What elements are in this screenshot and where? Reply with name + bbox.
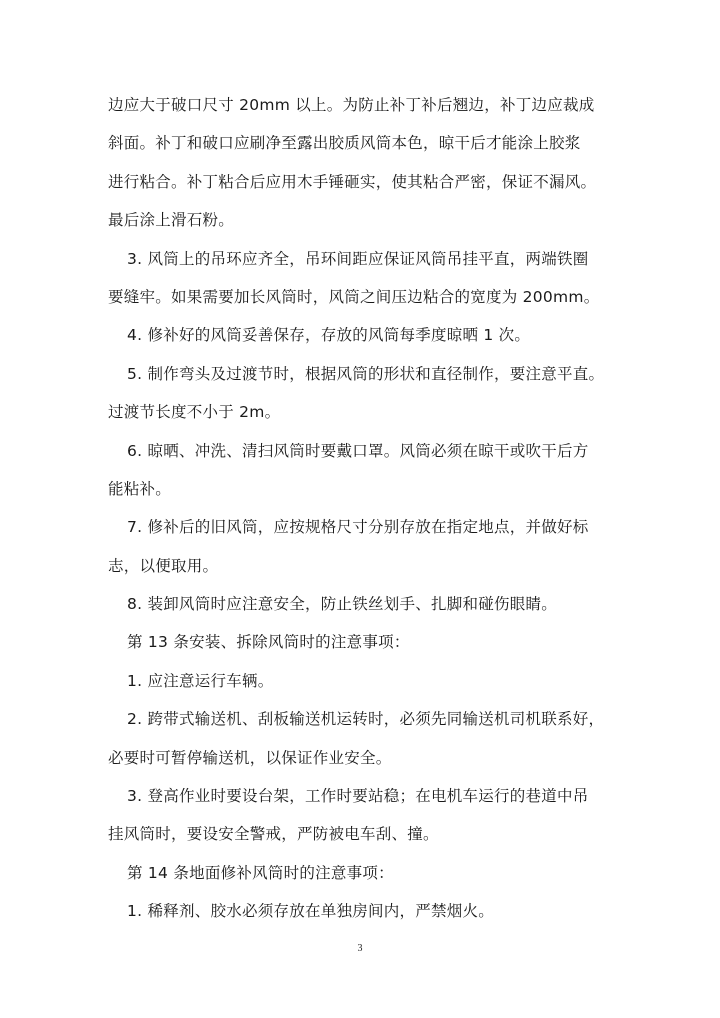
text-line: 1. 应注意运行车辆。: [127, 671, 274, 690]
text-line: 进行粘合。补丁粘合后应用木手锤砸实，使其粘合严密，保证不漏风。: [108, 172, 597, 191]
text-line: 要缝牢。如果需要加长风筒时，风筒之间压边粘合的宽度为 200mm。: [108, 287, 600, 306]
text-line: 3. 登高作业时要设台架，工作时要站稳；在电机车运行的巷道中吊: [127, 787, 589, 806]
text-line: 能粘补。: [108, 479, 172, 498]
text-line: 挂风筒时，要设安全警戒，严防被电车刮、撞。: [108, 825, 439, 844]
text-line: 8. 装卸风筒时应注意安全，防止铁丝划手、扎脚和碰伤眼睛。: [127, 595, 557, 614]
text-line: 最后涂上滑石粉。: [108, 211, 235, 230]
text-line: 1. 稀释剂、胶水必须存放在单独房间内，严禁烟火。: [127, 902, 494, 921]
section-heading: 第 14 条地面修补风筒时的注意事项：: [127, 863, 394, 882]
text-line: 3. 风筒上的吊环应齐全，吊环间距应保证风筒吊挂平直，两端铁圈: [127, 249, 589, 268]
section-heading: 第 13 条安装、拆除风筒时的注意事项：: [127, 633, 410, 652]
text-line: 5. 制作弯头及过渡节时，根据风筒的形状和直径制作，要注意平直。: [127, 364, 605, 383]
page-number: 3: [357, 943, 363, 954]
text-line: 斜面。补丁和破口应刷净至露出胶质风筒本色，晾干后才能涂上胶浆: [108, 134, 581, 153]
text-line: 边应大于破口尺寸 20mm 以上。为防止补丁补后翘边，补丁边应裁成: [108, 96, 595, 114]
body-text: [108, 86, 628, 931]
text-line: 6. 晾晒、冲洗、清扫风筒时要戴口罩。风筒必须在晾干或吹干后方: [127, 441, 589, 460]
text-line: 必要时可暂停输送机，以保证作业安全。: [108, 748, 392, 767]
text-line: 4. 修补好的风筒妥善保存，存放的风筒每季度晾晒 1 次。: [127, 326, 531, 345]
text-line: 2. 跨带式输送机、刮板输送机运转时，必须先同输送机司机联系好，: [127, 710, 605, 729]
text-line: 志，以便取用。: [108, 556, 219, 575]
text-line: 7. 修补后的旧风筒，应按规格尺寸分别存放在指定地点，并做好标: [127, 518, 589, 537]
text-line: 过渡节长度不小于 2m。: [108, 403, 281, 422]
